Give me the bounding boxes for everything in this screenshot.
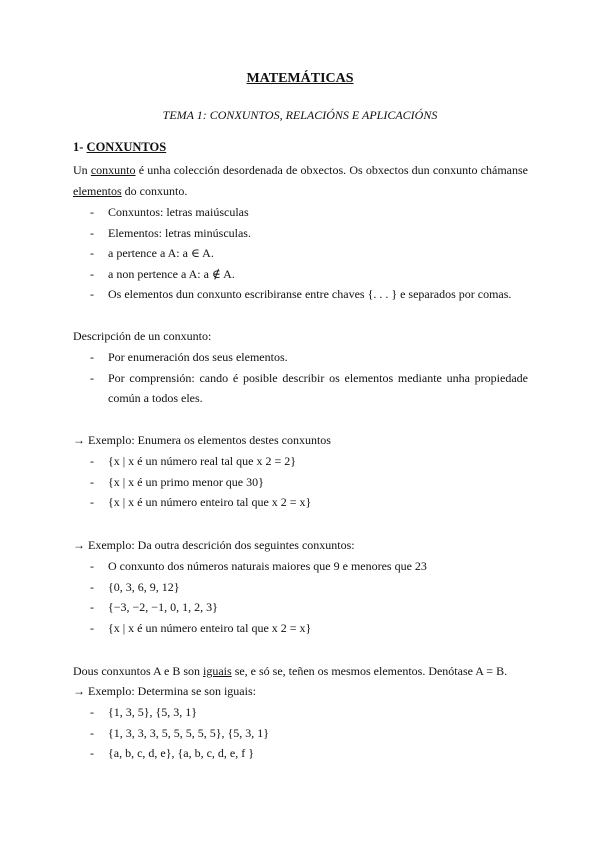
list-item bbox=[73, 723, 528, 744]
list-item-text: {0, 3, 6, 9, 12} bbox=[108, 579, 180, 594]
list-item bbox=[73, 743, 528, 764]
list-item bbox=[73, 597, 528, 618]
term-elementos: elementos bbox=[73, 184, 122, 198]
list-item-text: O conxunto dos números naturais maiores que 9 e menores que 23 bbox=[108, 559, 427, 573]
term-conxunto: conxunto bbox=[90, 163, 136, 177]
list-item bbox=[73, 347, 528, 368]
bullet-dash: - bbox=[90, 579, 94, 594]
bullet-dash: - bbox=[90, 746, 94, 760]
section-heading bbox=[73, 140, 166, 155]
document-title: MATEMÁTICAS bbox=[246, 71, 354, 86]
intro-paragraph bbox=[73, 160, 528, 202]
bullet-dash: - bbox=[90, 287, 94, 301]
bullet-dash: - bbox=[90, 600, 94, 614]
list-item bbox=[73, 202, 528, 223]
equality-text-a: Dous conxuntos A e B son bbox=[73, 664, 204, 678]
intro-text-a: Un bbox=[73, 163, 91, 177]
list-item bbox=[73, 368, 528, 409]
bullet-dash: - bbox=[90, 705, 94, 719]
notation-list bbox=[73, 202, 528, 305]
bullet-dash: - bbox=[90, 474, 94, 489]
list-item-text: {x | x é un primo menor que 30} bbox=[108, 474, 264, 489]
list-item bbox=[73, 264, 528, 285]
list-item bbox=[73, 284, 528, 305]
bullet-dash: - bbox=[90, 246, 94, 260]
list-item bbox=[73, 223, 528, 244]
list-item bbox=[73, 243, 528, 264]
document-subtitle: TEMA 1: CONXUNTOS, RELACIÓNS E APLICACIÓNS bbox=[162, 108, 438, 122]
intro-text-b: é unha colección desordenada de obxectos. Os obxectos dun conxunto chámanse bbox=[135, 163, 528, 177]
list-item-text: Conxuntos: letras maiúsculas bbox=[108, 205, 249, 219]
bullet-dash: - bbox=[90, 620, 94, 635]
list-item-text: {x | x é un número enteiro tal que x 2 = x} bbox=[108, 495, 312, 509]
section-number: 1- bbox=[73, 140, 84, 154]
list-item-text: Os elementos dun conxunto escribiranse entre chaves {. . . } e separados por comas. bbox=[108, 287, 512, 301]
list-item-text: {−3, −2, −1, 0, 1, 2, 3} bbox=[108, 600, 218, 614]
list-item bbox=[73, 577, 528, 598]
bullet-dash: - bbox=[90, 454, 94, 468]
list-item bbox=[73, 618, 528, 639]
bullet-dash: - bbox=[90, 205, 94, 219]
list-item-text: Elementos: letras minúsculas. bbox=[108, 225, 251, 240]
list-item bbox=[73, 702, 528, 723]
example-3-label: → Exemplo: Determina se son iguais: bbox=[73, 684, 256, 698]
bullet-dash: - bbox=[90, 370, 94, 385]
example-2-list bbox=[73, 556, 528, 638]
term-iguais: iguais bbox=[203, 664, 232, 678]
list-item bbox=[73, 556, 528, 577]
description-heading: Descripción de un conxunto: bbox=[73, 329, 212, 343]
example-1-list bbox=[73, 451, 528, 513]
equality-text-b: se, e só se, teñen os mesmos elementos. Denótase A = B. bbox=[231, 664, 508, 678]
bullet-dash: - bbox=[90, 266, 94, 281]
bullet-dash: - bbox=[90, 350, 94, 364]
intro-text-c: do conxunto. bbox=[121, 184, 188, 198]
section-title: CONXUNTOS bbox=[86, 140, 167, 154]
list-item-text: {x | x é un número enteiro tal que x 2 = x} bbox=[108, 620, 312, 635]
bullet-dash: - bbox=[90, 725, 94, 740]
bullet-dash: - bbox=[90, 559, 94, 573]
list-item-text: Por comprensión: cando é posible describir os elementos mediante unha propiedade común a todos eles. bbox=[108, 370, 528, 405]
example-1-label: → Exemplo: Enumera os elementos destes conxuntos bbox=[73, 433, 331, 447]
example-3-list bbox=[73, 702, 528, 764]
bullet-dash: - bbox=[90, 495, 94, 509]
equality-definition bbox=[73, 661, 528, 682]
list-item-text: Por enumeración dos seus elementos. bbox=[108, 350, 288, 364]
list-item-text: {a, b, c, d, e}, {a, b, c, d, e, f } bbox=[108, 746, 254, 760]
list-item-text: {1, 3, 3, 3, 5, 5, 5, 5, 5}, {5, 3, 1} bbox=[108, 725, 270, 740]
list-item bbox=[73, 472, 528, 493]
example-2-label: → Exemplo: Da outra descrición dos seguintes conxuntos: bbox=[73, 538, 355, 552]
list-item bbox=[73, 492, 528, 513]
description-list bbox=[73, 347, 528, 409]
list-item-text: a non pertence a A: a ∉ A. bbox=[108, 266, 235, 281]
list-item bbox=[73, 451, 528, 472]
bullet-dash: - bbox=[90, 225, 94, 240]
list-item-text: {x | x é un número real tal que x 2 = 2} bbox=[108, 454, 296, 468]
list-item-text: a pertence a A: a ∈ A. bbox=[108, 246, 214, 260]
list-item-text: {1, 3, 5}, {5, 3, 1} bbox=[108, 705, 198, 719]
